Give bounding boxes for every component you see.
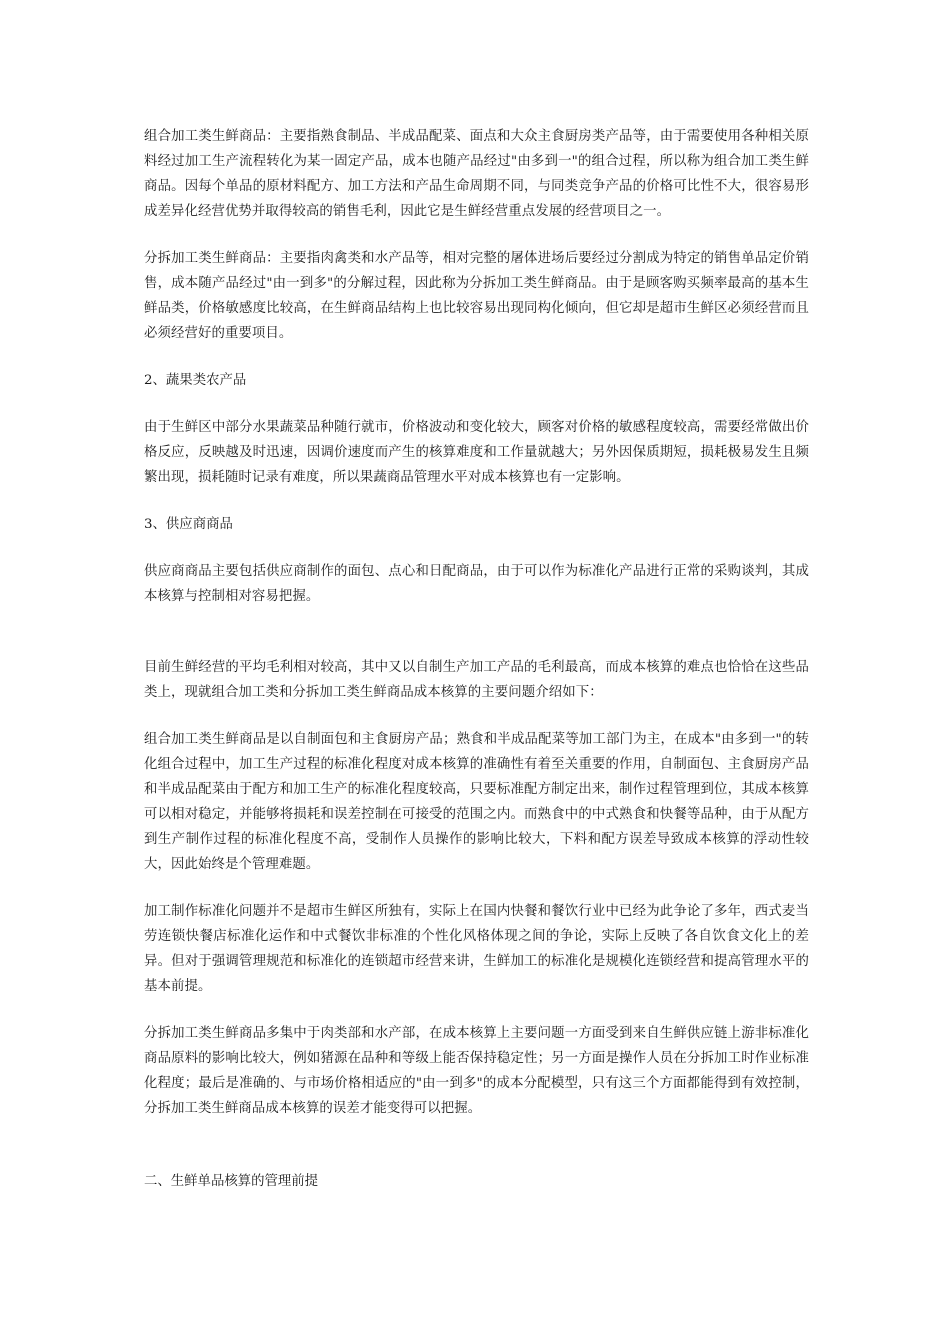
paragraph-supplier-goods: 供应商商品主要包括供应商制作的面包、点心和日配商品，由于可以作为标准化产品进行正常的采购谈判，其成本核算与控制相对容易把握。 — [144, 564, 809, 604]
paragraph-spacer — [144, 490, 809, 512]
paragraph-spacer — [144, 609, 809, 655]
paragraph-spacer — [144, 999, 809, 1021]
paragraph-combined-processing-costing: 组合加工类生鲜商品是以自制面包和主食厨房产品；熟食和半成品配菜等加工部门为主，在成本"由多到一"的转化组合过程中，加工生产过程的标准化程度对成本核算的准确性有着至关重要的作用，自制面包、主食厨房产品和半成品配菜由于配方和加工生产的标准化程度较高，只要标准配方制定出来，制作过程管理到位，其成本核算可以相对稳定，并能够将损耗和误差控制在可接受的范围之内。而熟食中的中式熟食和快餐等品种，由于从配方到生产制作过程的标准化程度不高，受制作人员操作的影响比较大，下料和配方误差导致成本核算的浮动性较大，因此始终是个管理难题。 — [144, 732, 809, 872]
section-heading-management-premise: 二、生鲜单品核算的管理前提 — [144, 1174, 319, 1189]
document-page — [144, 124, 809, 1194]
paragraph-split-processing-costing: 分拆加工类生鲜商品多集中于肉类部和水产部，在成本核算上主要问题一方面受到来自生鲜供应链上游非标准化商品原料的影响比较大，例如猪源在品种和等级上能否保持稳定性；另一方面是操作人员在分拆加工时作业标准化程度；最后是准确的、与市场价格相适应的"由一到多"的成本分配模型，只有这三个方面都能得到有效控制，分拆加工类生鲜商品成本核算的误差才能变得可以把握。 — [144, 1026, 809, 1116]
paragraph-spacer — [144, 1121, 809, 1169]
paragraph-produce: 由于生鲜区中部分水果蔬菜品种随行就市，价格波动和变化较大，顾客对价格的敏感程度较高，需要经常做出价格反应，反映越及时迅速，因调价速度而产生的核算难度和工作量就越大；另外因保质期短，损耗极易发生且频繁出现，损耗随时记录有难度，所以果蔬商品管理水平对成本核算也有一定影响。 — [144, 420, 809, 485]
paragraph-spacer — [144, 877, 809, 899]
paragraph-split-processing-definition: 分拆加工类生鲜商品：主要指肉禽类和水产品等，相对完整的屠体进场后要经过分割成为特定的销售单品定价销售，成本随产品经过"由一到多"的分解过程，因此称为分拆加工类生鲜商品。由于是顾客购买频率最高的基本生鲜品类，价格敏感度比较高，在生鲜商品结构上也比较容易出现同构化倾向，但它却是超市生鲜区必须经营而且必须经营好的重要项目。 — [144, 251, 809, 341]
paragraph-margin-overview: 目前生鲜经营的平均毛利相对较高，其中又以自制生产加工产品的毛利最高，而成本核算的难点也恰恰在这些品类上，现就组合加工类和分拆加工类生鲜商品成本核算的主要问题介绍如下： — [144, 660, 809, 700]
paragraph-spacer — [144, 537, 809, 559]
paragraph-combined-processing-definition: 组合加工类生鲜商品：主要指熟食制品、半成品配菜、面点和大众主食厨房类产品等，由于需要使用各种相关原料经过加工生产流程转化为某一固定产品，成本也随产品经过"由多到一"的组合过程，所以称为组合加工类生鲜商品。因每个单品的原材料配方、加工方法和产品生命周期不同，与同类竞争产品的价格可比性不大，很容易形成差异化经营优势并取得较高的销售毛利，因此它是生鲜经营重点发展的经营项目之一。 — [144, 129, 809, 219]
section-heading-supplier-goods: 3、供应商商品 — [144, 517, 233, 532]
paragraph-spacer — [144, 705, 809, 727]
paragraph-spacer — [144, 393, 809, 415]
section-heading-produce: 2、蔬果类农产品 — [144, 373, 247, 388]
paragraph-standardization: 加工制作标准化问题并不是超市生鲜区所独有，实际上在国内快餐和餐饮行业中已经为此争论了多年，西式麦当劳连锁快餐店标准化运作和中式餐饮非标准的个性化风格体现之间的争论，实际上反映了各自饮食文化上的差异。但对于强调管理规范和标准化的连锁超市经营来讲，生鲜加工的标准化是规模化连锁经营和提高管理水平的基本前提。 — [144, 904, 809, 994]
paragraph-spacer — [144, 346, 809, 368]
paragraph-spacer — [144, 224, 809, 246]
